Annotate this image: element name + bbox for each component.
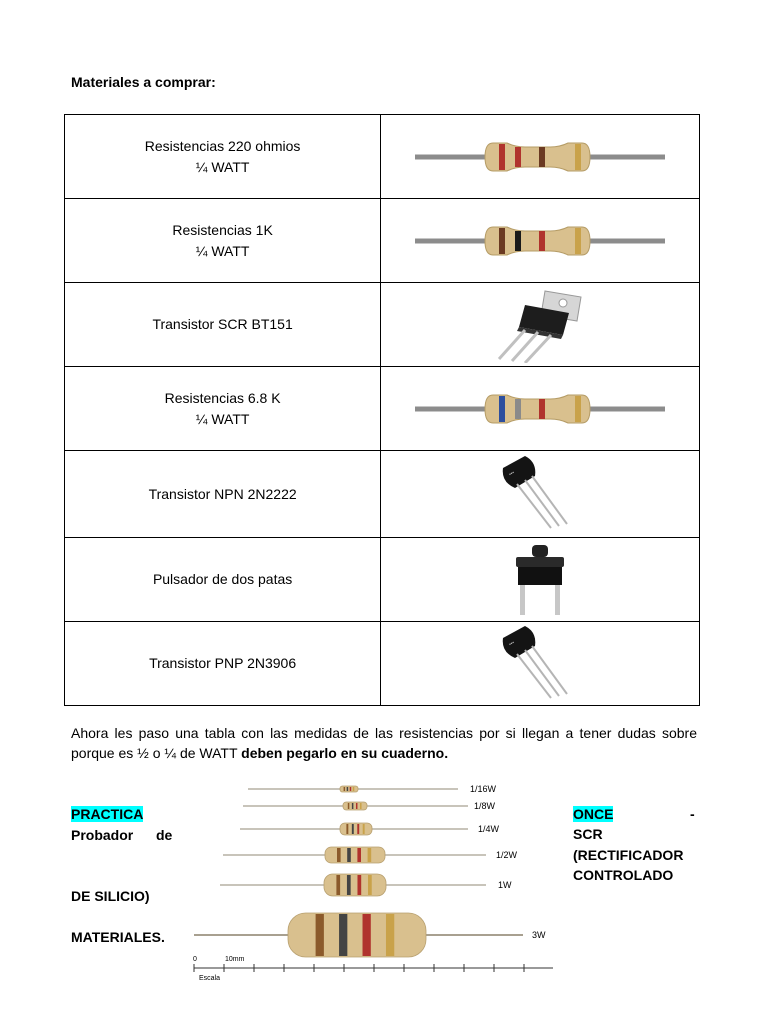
practice-rectificador: (RECTIFICADOR: [573, 847, 684, 863]
resistor-1k-icon: [415, 221, 665, 261]
resistor-band: [539, 147, 545, 167]
resistor-band: [575, 228, 581, 254]
page-heading: Materiales a comprar:: [71, 74, 216, 90]
resistor-band: [499, 396, 505, 422]
resistor-band: [499, 144, 505, 170]
practice-controlado: CONTROLADO: [573, 867, 674, 883]
practice-once: ONCE: [573, 806, 614, 822]
material-wattage: ¼ WATT: [195, 242, 250, 259]
wattage-label: 1W: [498, 880, 512, 890]
scale-resistor: [240, 823, 500, 835]
material-description: [65, 115, 381, 199]
material-image-cell: [381, 622, 700, 706]
resistor-size-chart-figure: [188, 778, 560, 983]
resistor-band: [539, 231, 545, 251]
resistor-size-paragraph: [71, 723, 697, 763]
resistor-220-icon: [415, 137, 665, 177]
material-image-cell: [381, 283, 700, 367]
resistor-band: [515, 231, 521, 251]
practice-dash: -: [690, 806, 695, 822]
material-wattage: ¼ WATT: [195, 158, 250, 175]
scale-resistor: [243, 801, 496, 811]
resistor-band: [515, 399, 521, 419]
scr-to220-icon: [485, 287, 595, 363]
resistor-band: [499, 228, 505, 254]
material-name: Transistor SCR BT151: [152, 316, 293, 332]
resistor-band: [539, 399, 545, 419]
npn-to92-icon: [495, 454, 585, 534]
resistor-band: [575, 396, 581, 422]
scale-resistor: [194, 913, 546, 957]
material-row: [65, 199, 700, 283]
material-row: [65, 283, 700, 367]
material-image-cell: [381, 367, 700, 451]
material-name: Resistencias 220 ohmios: [144, 137, 301, 154]
scale-resistor: [220, 874, 512, 896]
wattage-label: 1/8W: [474, 801, 496, 811]
material-description: [65, 451, 381, 538]
scale-resistor: [248, 784, 497, 794]
svg-text:▪▪▪: ▪▪▪: [508, 469, 516, 478]
materials-table: [64, 114, 700, 706]
paragraph-text: Ahora les paso una tabla con las medidas de las resistencias por si llegan a tener dudas sobre porque es ½ o ¼ de WATT: [71, 725, 697, 761]
material-description: [65, 199, 381, 283]
material-image-cell: [381, 451, 700, 538]
wattage-label: 1/2W: [496, 850, 518, 860]
resistor-band: [575, 144, 581, 170]
scale-mark-label: 10mm: [225, 956, 245, 963]
material-row: [65, 115, 700, 199]
scale-label: Escala: [199, 975, 221, 982]
practice-label: PRACTICA: [71, 806, 144, 822]
material-name: Resistencias 1K: [172, 221, 273, 238]
materials-label: MATERIALES.: [71, 929, 165, 945]
practice-scr: SCR: [573, 826, 603, 842]
resistor-band: [515, 147, 521, 167]
material-name: Transistor PNP 2N3906: [149, 655, 297, 671]
material-description: [65, 367, 381, 451]
material-row: [65, 538, 700, 622]
material-image-cell: [381, 199, 700, 283]
wattage-label: 1/4W: [478, 824, 500, 834]
resistor-6k8-icon: [415, 389, 665, 429]
material-description: [65, 538, 381, 622]
scale-zero-label: 0: [193, 956, 197, 963]
scale-ruler: [194, 964, 553, 972]
svg-text:▪▪▪: ▪▪▪: [508, 639, 516, 648]
material-row: [65, 451, 700, 538]
material-row: [65, 367, 700, 451]
pnp-to92-icon: [495, 624, 585, 704]
material-description: [65, 622, 381, 706]
push-button-icon: [510, 543, 570, 617]
paragraph-bold-text: deben pegarlo en su cuaderno.: [241, 745, 449, 761]
material-image-cell: [381, 115, 700, 199]
wattage-label: 1/16W: [470, 784, 497, 794]
practice-silicio: DE SILICIO): [71, 888, 150, 904]
practice-word-probador: Probador: [71, 827, 134, 843]
material-image-cell: [381, 538, 700, 622]
material-name: Resistencias 6.8 K: [164, 389, 281, 406]
material-wattage: ¼ WATT: [195, 410, 250, 427]
material-description: [65, 283, 381, 367]
wattage-label: 3W: [532, 930, 546, 940]
material-name: Pulsador de dos patas: [152, 571, 293, 587]
practice-word-de: de: [156, 827, 173, 843]
material-row: [65, 622, 700, 706]
material-name: Transistor NPN 2N2222: [148, 485, 297, 502]
scale-resistor: [223, 847, 518, 863]
